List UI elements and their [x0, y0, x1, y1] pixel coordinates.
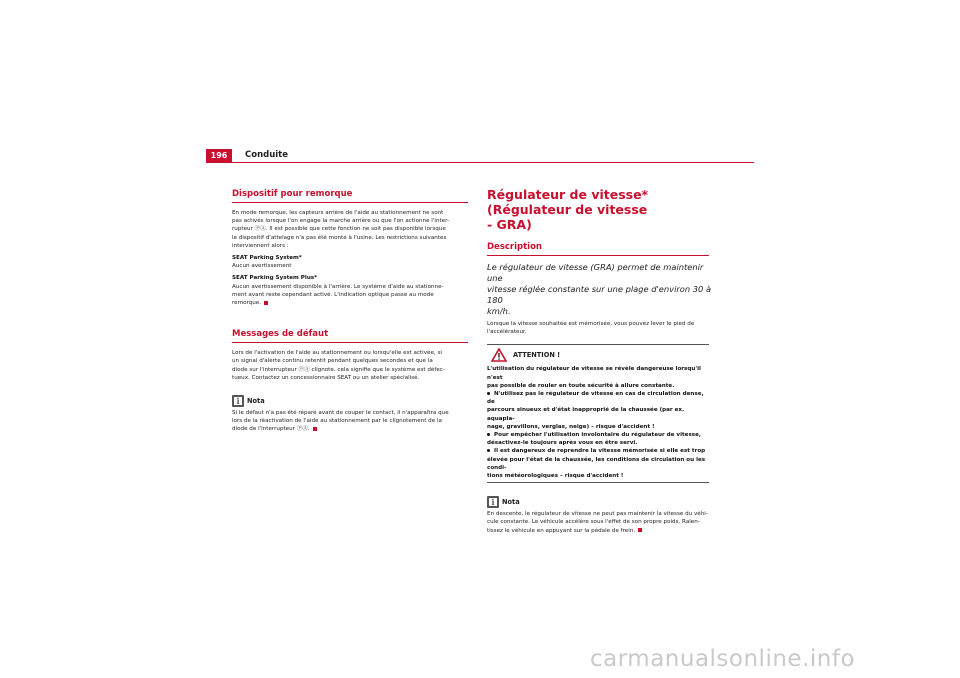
text-line: désactivez-le toujours après vous en être servi. — [487, 440, 638, 447]
section-title-trailer: Dispositif pour remorque — [232, 189, 468, 203]
lead-line: vitesse réglée constante sur une plage d'environ 30 à 180 — [487, 284, 712, 305]
text-line: Lors de l'activation de l'aide au stationnement ou lorsqu'elle est activée, si — [232, 350, 442, 357]
warning-box — [487, 344, 709, 483]
text-line: pas activés lorsque l'on engage la marche arrière ou que l'on actionne l'inter- — [232, 218, 450, 225]
warning-body — [487, 365, 709, 482]
text-line: cule constante. Le véhicule accélère sous l'effet de son propre poids. Ralen- — [487, 519, 700, 526]
text-line: l'accélérateur. — [487, 329, 527, 336]
note-info-icon — [487, 496, 499, 508]
text-line: L'utilisation du régulateur de vitesse se révèle dangereuse lorsqu'il n'est — [487, 366, 701, 381]
note-title: Nota — [247, 396, 265, 405]
text-line: nage, gravillons, verglas, neige) – risque d'accident ! — [487, 423, 655, 430]
text-line: tueux. Contactez un concessionnaire SEAT ou un atelier spécialisé. — [232, 374, 420, 381]
warning-bullet-line: Pour empêcher l'utilisation involontaire du régulateur de vitesse, — [487, 431, 709, 439]
warning-bullet-line: N'utilisez pas le régulateur de vitesse en cas de circulation dense, de — [487, 391, 704, 406]
warning-triangle-icon — [491, 348, 507, 362]
text-line: Si le défaut n'a pas été réparé avant de couper le contact, il n'apparaîtra que — [232, 410, 449, 417]
subheading-parking-system-plus: SEAT Parking System Plus* — [232, 275, 318, 282]
lead-line: Le régulateur de vitesse (GRA) permet de maintenir une — [487, 262, 704, 283]
text-line: En mode remorque, les capteurs arrière de l'aide au stationnement ne sont — [232, 210, 444, 216]
watermark-text: carmanualsonline.info — [590, 646, 856, 672]
text-line: remorque. — [232, 299, 468, 307]
lead-line: km/h. — [487, 306, 511, 316]
note-info-icon — [232, 395, 244, 407]
warning-header — [487, 345, 709, 365]
warning-title: ATTENTION ! — [513, 351, 561, 360]
text-line: ment avant reste cependant activé. L'indication optique passe au mode — [232, 291, 434, 298]
section-title-description: Description — [487, 242, 709, 256]
text-line: diode de l'interrupteur ⓅⒶ. — [232, 425, 468, 433]
text-line: tissez le véhicule en appuyant sur la pédale de frein. — [487, 527, 713, 535]
note-header — [232, 390, 468, 409]
subheading-parking-system: SEAT Parking System* — [232, 255, 302, 262]
bullet-icon — [487, 433, 490, 436]
text-line: lors de la réactivation de l'aide au stationnement par le clignotement de la — [232, 418, 442, 425]
section-end-mark — [264, 301, 268, 305]
right-column — [487, 187, 713, 535]
chapter-title-line: - GRA) — [487, 217, 532, 232]
text-line: interviennent alors : — [232, 242, 289, 249]
text-line: parcours sinueux et d'état inapproprié de la chaussée (par ex. aquapla- — [487, 407, 685, 422]
header-rule — [206, 162, 754, 163]
section-end-mark — [313, 427, 317, 431]
text-line: élevée pour l'état de la chaussée, les conditions de circulation ou les condi- — [487, 456, 706, 471]
section-title-fault-messages: Messages de défaut — [232, 329, 468, 343]
left-column — [232, 189, 468, 434]
section-end-mark — [638, 528, 642, 532]
text-line: un signal d'alerte continu retentit pendant quelques secondes et que la — [232, 358, 433, 365]
text-line: diode sur l'interrupteur ⓅⒶ clignote, cela signifie que le système est défec- — [232, 366, 445, 373]
page-number: 196 — [206, 149, 232, 163]
note-title: Nota — [502, 497, 520, 506]
running-head: Conduite — [245, 150, 289, 160]
text-line: tions météorologiques – risque d'accident ! — [487, 473, 624, 480]
text-line: Aucun avertissement disponible à l'arrière. Le système d'aide au stationne- — [232, 283, 444, 290]
bullet-icon — [487, 449, 490, 452]
text-line: pas possible de rouler en toute sécurité à allure constante. — [487, 382, 675, 389]
note-header — [487, 491, 713, 510]
trailer-paragraph-1 — [232, 209, 468, 250]
text-line: En descente, le régulateur de vitesse ne peut pas maintenir la vitesse du véhi- — [487, 511, 708, 518]
text-line: le dispositif d'attelage n'a pas été monté à l'usine. Les restrictions suivantes — [232, 234, 447, 241]
chapter-title-line: Régulateur de vitesse* (Régulateur de vitesse — [487, 187, 649, 217]
text-line: rupteur ⓅⒶ. Il est possible que cette fonction ne soit pas disponible lorsque — [232, 226, 446, 233]
warning-bullet-line: Il est dangereux de reprendre la vitesse mémorisée si elle est trop — [487, 447, 709, 455]
bullet-icon — [487, 392, 490, 395]
text-line: Aucun avertissement — [232, 263, 292, 270]
text-line: Lorsque la vitesse souhaitée est mémorisée, vous pouvez lever le pied de — [487, 321, 695, 327]
